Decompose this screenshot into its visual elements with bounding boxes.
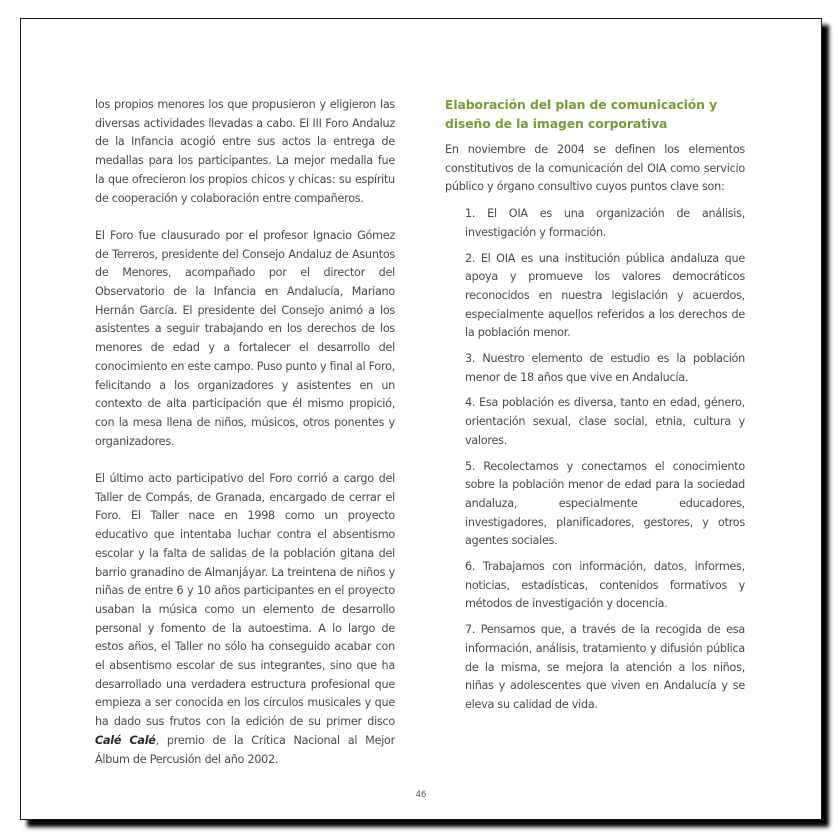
key-points-list xyxy=(445,205,745,715)
paragraph: los propios menores los que propusieron y eligieron las diversas actividades llevadas a cabo. El III Foro Andaluz de la Infancia acogió entre sus actos la entrega de medallas para los participantes. La mejor medalla fue la que ofrecieron los propios chicos y chicas: su espíritu de cooperación y colaboración entre compañeros. xyxy=(95,98,395,205)
right-column xyxy=(445,96,745,722)
paragraph-text: El último acto participativo del Foro corrió a cargo del Taller de Compás, de Granada, encargado de cerrar el Foro. El Taller nace en 1998 como un proyecto educativo que intentaba luchar contra el absentismo escolar y la falta de salidas de la población gitana del barrio granadino de Almanjáyar. La treintena de niños y niñas de entre 6 y 10 años participantes en el proyecto usaban la música como un elemento de desarrollo personal y fomento de la autoestima. A lo largo de estos años, el Taller no sólo ha conseguido acabar con el absentismo escolar de sus integrantes, sino que ha desarrollado una verdadera estructura profesional que empieza a ser conocida en los círculos musicales y que ha dado sus frutos con la edición de su primer disco xyxy=(95,472,395,729)
left-column xyxy=(95,96,395,788)
list-item: 2. El OIA es una institución pública andaluza que apoya y promueve los valores democráticos reconocidos en nuestra legislación y acuerdos, especialmente aquellos referidos a los derechos de la población menor. xyxy=(465,251,745,340)
page-number: 46 xyxy=(415,790,427,800)
paragraph: El Foro fue clausurado por el profesor Ignacio Gómez de Terreros, presidente del Consejo Andaluz de Asuntos de Menores, acompañado por el director del Observatorio de la Infancia en Andalucía, Mariano Hernán García. El presidente del Consejo animó a los asistentes a seguir trabajando en los derechos de los menores de edad y a fortalecer el desarrollo del conocimiento en este campo. Puso punto y final al Foro, felicitando a los organizadores y asistentes en un contexto de alta participación que él mismo propició, con la mesa llena de niños, músicos, otros ponentes y organizadores. xyxy=(95,228,395,448)
list-item: 4. Esa población es diversa, tanto en edad, género, orientación sexual, clase social, etnia, cultura y valores. xyxy=(465,396,745,447)
list-item: 7. Pensamos que, a través de la recogida de esa información, análisis, tratamiento y difusión pública de la misma, se mejora la atención a los niños, niñas y adolescentes que viven en Andalucía y se eleva su calidad de vida. xyxy=(465,623,745,711)
paragraph-text: , premio de la Crítica Nacional al Mejor Álbum de Percusión del año 2002. xyxy=(95,733,396,766)
list-item: 6. Trabajamos con información, datos, informes, noticias, estadísticas, contenidos formativos y métodos de investigación y docencia. xyxy=(465,560,745,611)
paragraph xyxy=(95,470,395,769)
list-item: 5. Recolectamos y conectamos el conocimiento sobre la población menor de edad para la sociedad andaluza, especialmente educadores, investigadores, planificadores, gestores, y otros agentes sociales. xyxy=(465,459,745,548)
section-heading: Elaboración del plan de comunicación y diseño de la imagen corporativa xyxy=(445,97,718,131)
intro-paragraph: En noviembre de 2004 se definen los elementos constitutivos de la comunicación del OIA como servicio público y órgano consultivo cuyos puntos clave son: xyxy=(445,143,745,194)
list-item: 1. El OIA es una organización de análisis, investigación y formación. xyxy=(465,207,745,239)
album-title: Calé Calé xyxy=(95,733,156,747)
document-page xyxy=(20,18,822,820)
list-item: 3. Nuestro elemento de estudio es la población menor de 18 años que vive en Andalucía. xyxy=(465,352,745,384)
